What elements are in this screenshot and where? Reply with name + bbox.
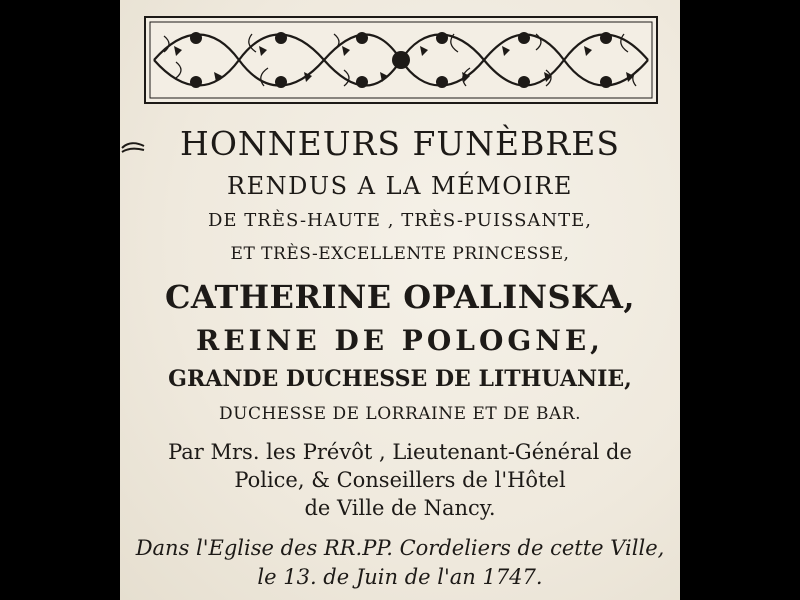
title-duchess: DUCHESSE DE LORRAINE ET DE BAR. (218, 404, 582, 424)
document-page (120, 0, 680, 600)
dedication-line-2: ET TRÈS-EXCELLENTE PRINCESSE, (230, 244, 570, 264)
authors-line-1: Par Mrs. les Prévôt , Lieutenant-Général de (168, 440, 632, 464)
authors-line-3: de Ville de Nancy. (304, 496, 496, 520)
place-line: Dans l'Eglise des RR.PP. Cordeliers de cette Ville, (135, 536, 665, 560)
title-queen: REINE DE POLOGNE, (196, 324, 604, 357)
date-line: le 13. de Juin de l'an 1747. (257, 565, 543, 589)
title-grand-duchess: GRANDE DUCHESSE DE LITHUANIE, (168, 366, 632, 392)
dedication-line-1: DE TRÈS-HAUTE , TRÈS-PUISSANTE, (207, 210, 593, 231)
title-line: HONNEURS FUNÈBRES (180, 124, 620, 163)
authors-line-2: Police, & Conseillers de l'Hôtel (234, 468, 566, 492)
princess-name: CATHERINE OPALINSKA, (164, 278, 636, 316)
floral-ornament-icon (144, 16, 658, 104)
subtitle-line: RENDUS A LA MÉMOIRE (227, 172, 573, 200)
